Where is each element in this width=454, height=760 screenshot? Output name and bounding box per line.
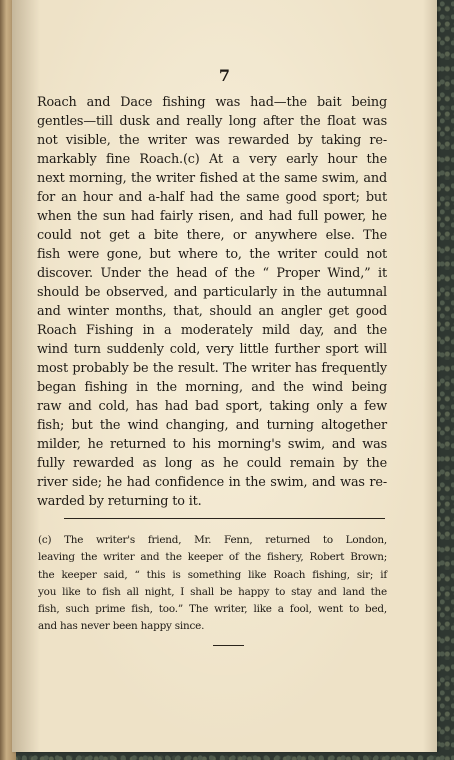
body-line: fully rewarded as long as he could remain by the xyxy=(37,456,387,471)
footnote xyxy=(38,532,387,636)
body-line: discover. Under the head of the “ Proper Wind,” it xyxy=(37,266,387,281)
body-line: could not get a bite there, or anywhere else. The xyxy=(37,228,387,243)
body-line: warded by returning to it. xyxy=(37,494,202,509)
body-line: wind turn suddenly cold, very little further sport will xyxy=(37,342,387,357)
body-line: fish; but the wind changing, and turning altogether xyxy=(37,418,387,433)
body-line: not visible, the writer was rewarded by taking re- xyxy=(37,133,387,148)
footnote-line: and has never been happy since. xyxy=(38,620,205,633)
body-line: should be observed, and particularly in the autumnal xyxy=(37,285,387,300)
footnote-line: (c) The writer's friend, Mr. Fenn, returned to London, xyxy=(38,534,387,546)
body-line: markably fine Roach.(c) At a very early hour the xyxy=(37,152,387,167)
body-line: for an hour and a-half had the same good sport; but xyxy=(37,190,387,205)
body-line: Roach and Dace fishing was had—the bait being xyxy=(37,95,387,110)
end-ornament-rule xyxy=(213,645,244,646)
footnote-line: you like to fish all night, I shall be happy to stay and land the xyxy=(38,585,387,598)
body-paragraph xyxy=(37,93,387,511)
body-line: Roach Fishing in a moderately mild day, and the xyxy=(37,323,387,338)
footnote-line: leaving the writer and the keeper of the fishery, Robert Brown; xyxy=(38,551,387,564)
body-line: fish were gone, but where to, the writer could not xyxy=(37,247,387,262)
footnote-line: the keeper said, “ this is something like Roach fishing, sir; if xyxy=(38,568,387,581)
body-line: milder, he returned to his morning's swim, and was xyxy=(37,437,387,452)
body-line: most probably be the result. The writer has frequently xyxy=(37,361,387,376)
body-line: gentles—till dusk and really long after the float was xyxy=(37,114,387,129)
body-line: when the sun had fairly risen, and had full power, he xyxy=(37,209,387,224)
body-line: and winter months, that, should an angler get good xyxy=(37,304,387,319)
page-number: 7 xyxy=(218,66,231,85)
body-line: raw and cold, has had bad sport, taking only a few xyxy=(37,399,387,414)
body-line: river side; he had confidence in the swim, and was re- xyxy=(37,475,387,490)
footnote-line: fish, such prime fish, too.” The writer, like a fool, went to bed, xyxy=(38,603,387,616)
footnote-divider xyxy=(64,518,385,519)
page-sheet xyxy=(12,0,437,752)
body-line: next morning, the writer fished at the same swim, and xyxy=(37,171,387,186)
body-line: began fishing in the morning, and the wind being xyxy=(37,380,387,395)
